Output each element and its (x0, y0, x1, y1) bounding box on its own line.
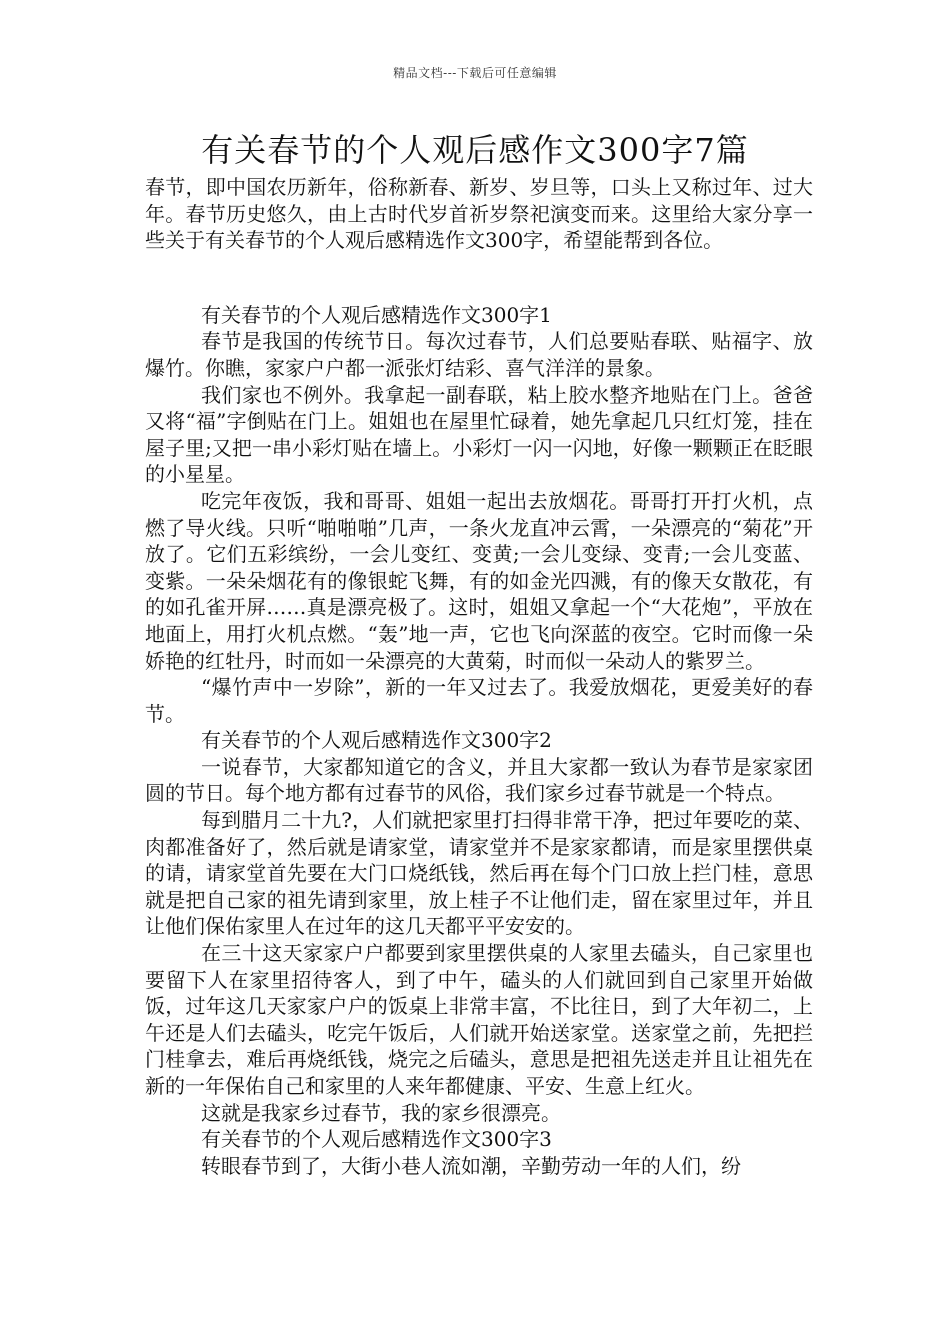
header-note: 精品文档---下载后可任意编辑 (393, 66, 557, 80)
section-heading: 有关春节的个人观后感精选作文300字3 (201, 1127, 552, 1152)
document-body (145, 174, 813, 1179)
body-paragraph: 春节是我国的传统节日。每次过春节，人们总要贴春联、贴福字、放爆竹。你瞧，家家户户都一派张灯结彩、喜气洋洋的景象。 (145, 329, 813, 380)
body-paragraph: 在三十这天家家户户都要到家里摆供桌的人家里去磕头，自己家里也要留下人在家里招待客人，到了中午，磕头的人们就回到自己家里开始做饭，过年这几天家家户户的饭桌上非常丰富，不比往日，到了大年初二，上午还是人们去磕头，吃完午饭后，人们就开始送家堂。送家堂之前，先把拦门桂拿去，难后再烧纸钱，烧完之后磕头，意思是把祖先送走并且让祖先在新的一年保佑自己和家里的人来年都健康、平安、生意上红火。 (145, 941, 813, 1098)
body-paragraph: 吃完年夜饭，我和哥哥、姐姐一起出去放烟花。哥哥打开打火机，点燃了导火线。只听“啪啪啪”几声，一条火龙直冲云霄，一朵漂亮的“菊花”开放了。它们五彩缤纷，一会儿变红、变黄;一会儿变绿、变青;一会儿变蓝、变紫。一朵朵烟花有的像银蛇飞舞，有的如金光四溅，有的像天女散花，有的如孔雀开屏……真是漂亮极了。这时，姐姐又拿起一个“大花炮”，平放在地面上，用打火机点燃。“轰”地一声，它也飞向深蓝的夜空。它时而像一朵娇艳的红牡丹，时而如一朵漂亮的大黄菊，时而似一朵动人的紫罗兰。 (145, 488, 813, 673)
body-paragraph: 一说春节，大家都知道它的含义，并且大家都一致认为春节是家家团圆的节日。每个地方都有过春节的风俗，我们家乡过春节就是一个特点。 (145, 754, 813, 806)
body-paragraph: “爆竹声中一岁除”，新的一年又过去了。我爱放烟花，更爱美好的春节。 (145, 675, 813, 726)
body-paragraph: 转眼春节到了，大街小巷人流如潮，辛勤劳动一年的人们，纷 (201, 1153, 741, 1178)
body-paragraph: 每到腊月二十九?，人们就把家里打扫得非常干净，把过年要吃的菜、肉都准备好了，然后就是请家堂，请家堂并不是家家都请，而是家里摆供桌的请，请家堂首先要在大门口烧纸钱，然后再在每个门口放上拦门桂，意思就是把自己家的祖先请到家里，放上桂子不让他们走，留在家里过年，并且让他们保佑家里人在过年的这几天都平平安安的。 (145, 808, 813, 939)
section-heading: 有关春节的个人观后感精选作文300字2 (201, 728, 552, 753)
body-paragraph: 我们家也不例外。我拿起一副春联，粘上胶水整齐地贴在门上。爸爸又将“福”字倒贴在门上。姐姐也在屋里忙碌着，她先拿起几只红灯笼，挂在屋子里;又把一串小彩灯贴在墙上。小彩灯一闪一闪地，好像一颗颗正在眨眼的小星星。 (145, 382, 813, 487)
intro-paragraph: 春节，即中国农历新年，俗称新春、新岁、岁旦等，口头上又称过年、过大年。春节历史悠久，由上古时代岁首祈岁祭祀演变而来。这里给大家分享一些关于有关春节的个人观后感精选作文300字，希望能帮到各位。 (145, 175, 813, 253)
document-title: 有关春节的个人观后感作文300字7篇 (201, 131, 749, 169)
body-paragraph: 这就是我家乡过春节，我的家乡很漂亮。 (201, 1100, 561, 1125)
section-heading: 有关春节的个人观后感精选作文300字1 (201, 302, 552, 327)
